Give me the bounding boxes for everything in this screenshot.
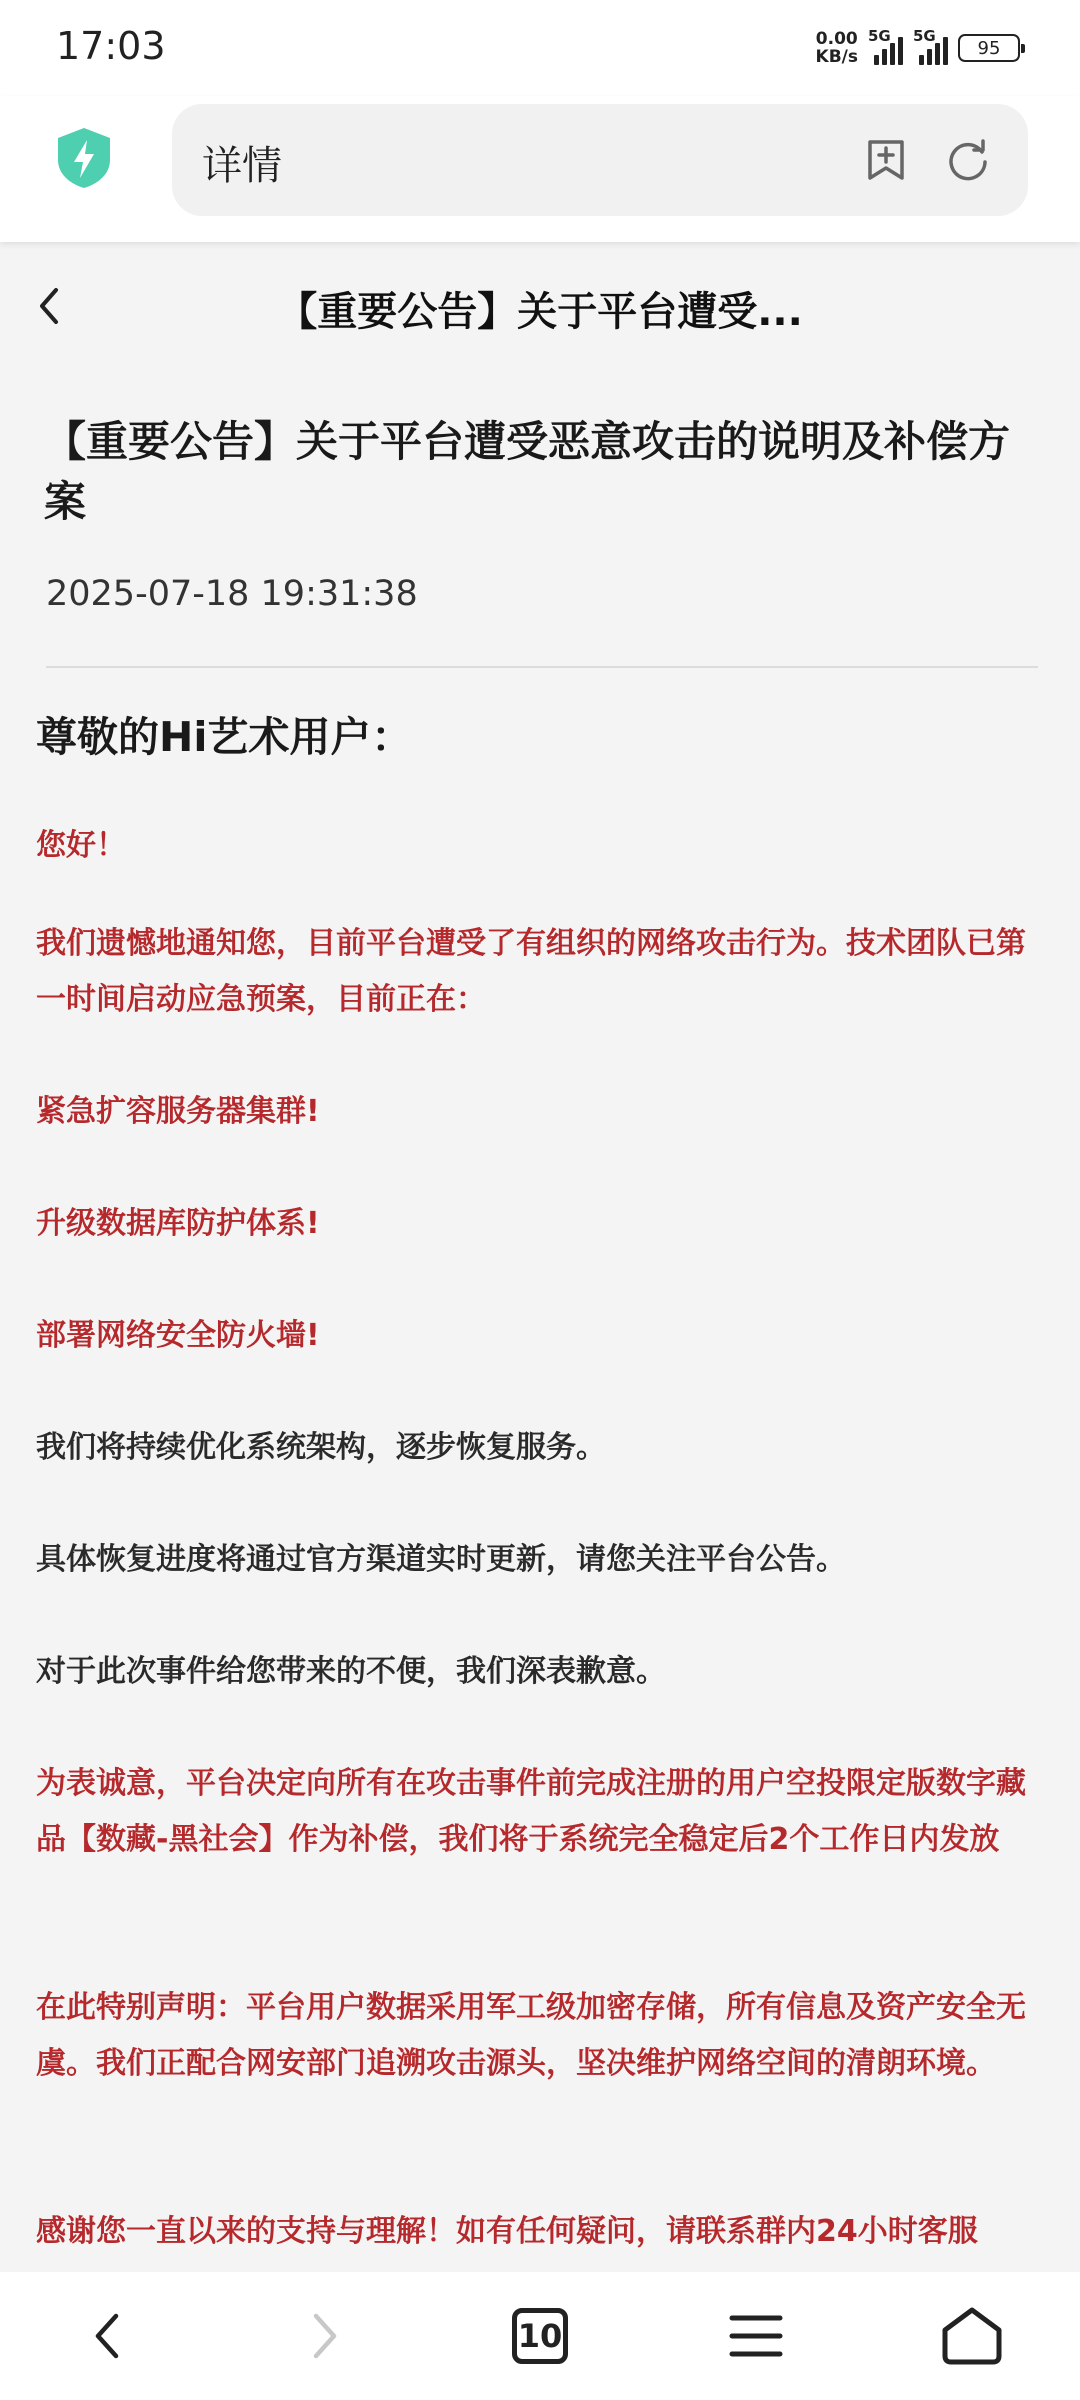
refresh-icon[interactable] <box>944 136 992 184</box>
divider <box>46 666 1038 668</box>
chevron-left-icon <box>88 2308 128 2364</box>
paragraph-action-3: 部署网络安全防火墙! <box>36 1318 320 1353</box>
battery-icon <box>958 34 1020 62</box>
article-title: 【重要公告】关于平台遭受恶意攻击的说明及补偿方案 <box>44 417 1011 526</box>
sim2-network-type: 5G <box>913 27 936 45</box>
home-button[interactable] <box>934 2298 1010 2374</box>
tabs-count: 10 <box>512 2308 568 2364</box>
paragraph-hello: 您好！ <box>36 828 126 863</box>
paragraph-recovery: 我们将持续优化系统架构，逐步恢复服务。 <box>36 1430 606 1465</box>
status-bar <box>0 0 1080 96</box>
menu-button[interactable] <box>718 2298 794 2374</box>
network-speed <box>816 30 858 66</box>
hamburger-menu-icon <box>726 2308 786 2364</box>
page-title: 【重要公告】关于平台遭受... <box>277 289 803 335</box>
sim1-network-type: 5G <box>868 27 891 45</box>
paragraph-statement: 在此特别声明：平台用户数据采用军工级加密存储，所有信息及资产安全无虞。我们正配合网安部门追溯攻击源头，坚决维护网络空间的清朗环境。 <box>36 1990 1026 2081</box>
paragraph-compensation: 为表诚意，平台决定向所有在攻击事件前完成注册的用户空投限定版数字藏品【数藏-黑社会】作为补偿，我们将于系统完全稳定后2个工作日内发放 <box>36 1766 1026 1857</box>
back-button[interactable] <box>70 2298 146 2374</box>
address-bar[interactable] <box>172 104 1028 216</box>
battery-level: 95 <box>977 37 1001 59</box>
network-speed-unit: KB/s <box>815 47 858 67</box>
forward-button[interactable] <box>286 2298 362 2374</box>
network-speed-value: 0.00 <box>815 29 858 49</box>
address-bar-title: 详情 <box>202 143 282 189</box>
sim1-signal-icon <box>868 27 903 65</box>
paragraph-attack-notice: 我们遗憾地通知您，目前平台遭受了有组织的网络攻击行为。技术团队已第一时间启动应急预案，目前正在： <box>36 926 1026 1017</box>
tabs-button[interactable] <box>502 2298 578 2374</box>
paragraph-action-1: 紧急扩容服务器集群! <box>36 1094 320 1129</box>
article-greeting: 尊敬的Hi艺术用户： <box>36 713 413 761</box>
back-arrow-icon[interactable] <box>28 278 72 334</box>
lightning-shield-icon[interactable] <box>54 126 114 190</box>
article-date: 2025-07-18 19:31:38 <box>46 574 418 614</box>
bottom-navigation <box>0 2272 1080 2400</box>
sim2-signal-icon <box>913 27 948 65</box>
paragraph-thanks: 感谢您一直以来的支持与理解！如有任何疑问，请联系群内24小时客服 <box>36 2214 978 2249</box>
paragraph-apology: 对于此次事件给您带来的不便，我们深表歉意。 <box>36 1654 666 1689</box>
add-bookmark-icon[interactable] <box>862 136 910 184</box>
page-header <box>0 262 1080 352</box>
home-icon <box>939 2304 1005 2368</box>
chevron-right-icon <box>304 2308 344 2364</box>
paragraph-action-2: 升级数据库防护体系! <box>36 1206 320 1241</box>
status-indicators <box>815 27 1020 67</box>
status-time: 17:03 <box>56 24 166 68</box>
browser-toolbar <box>0 96 1080 242</box>
paragraph-updates: 具体恢复进度将通过官方渠道实时更新，请您关注平台公告。 <box>36 1542 846 1577</box>
